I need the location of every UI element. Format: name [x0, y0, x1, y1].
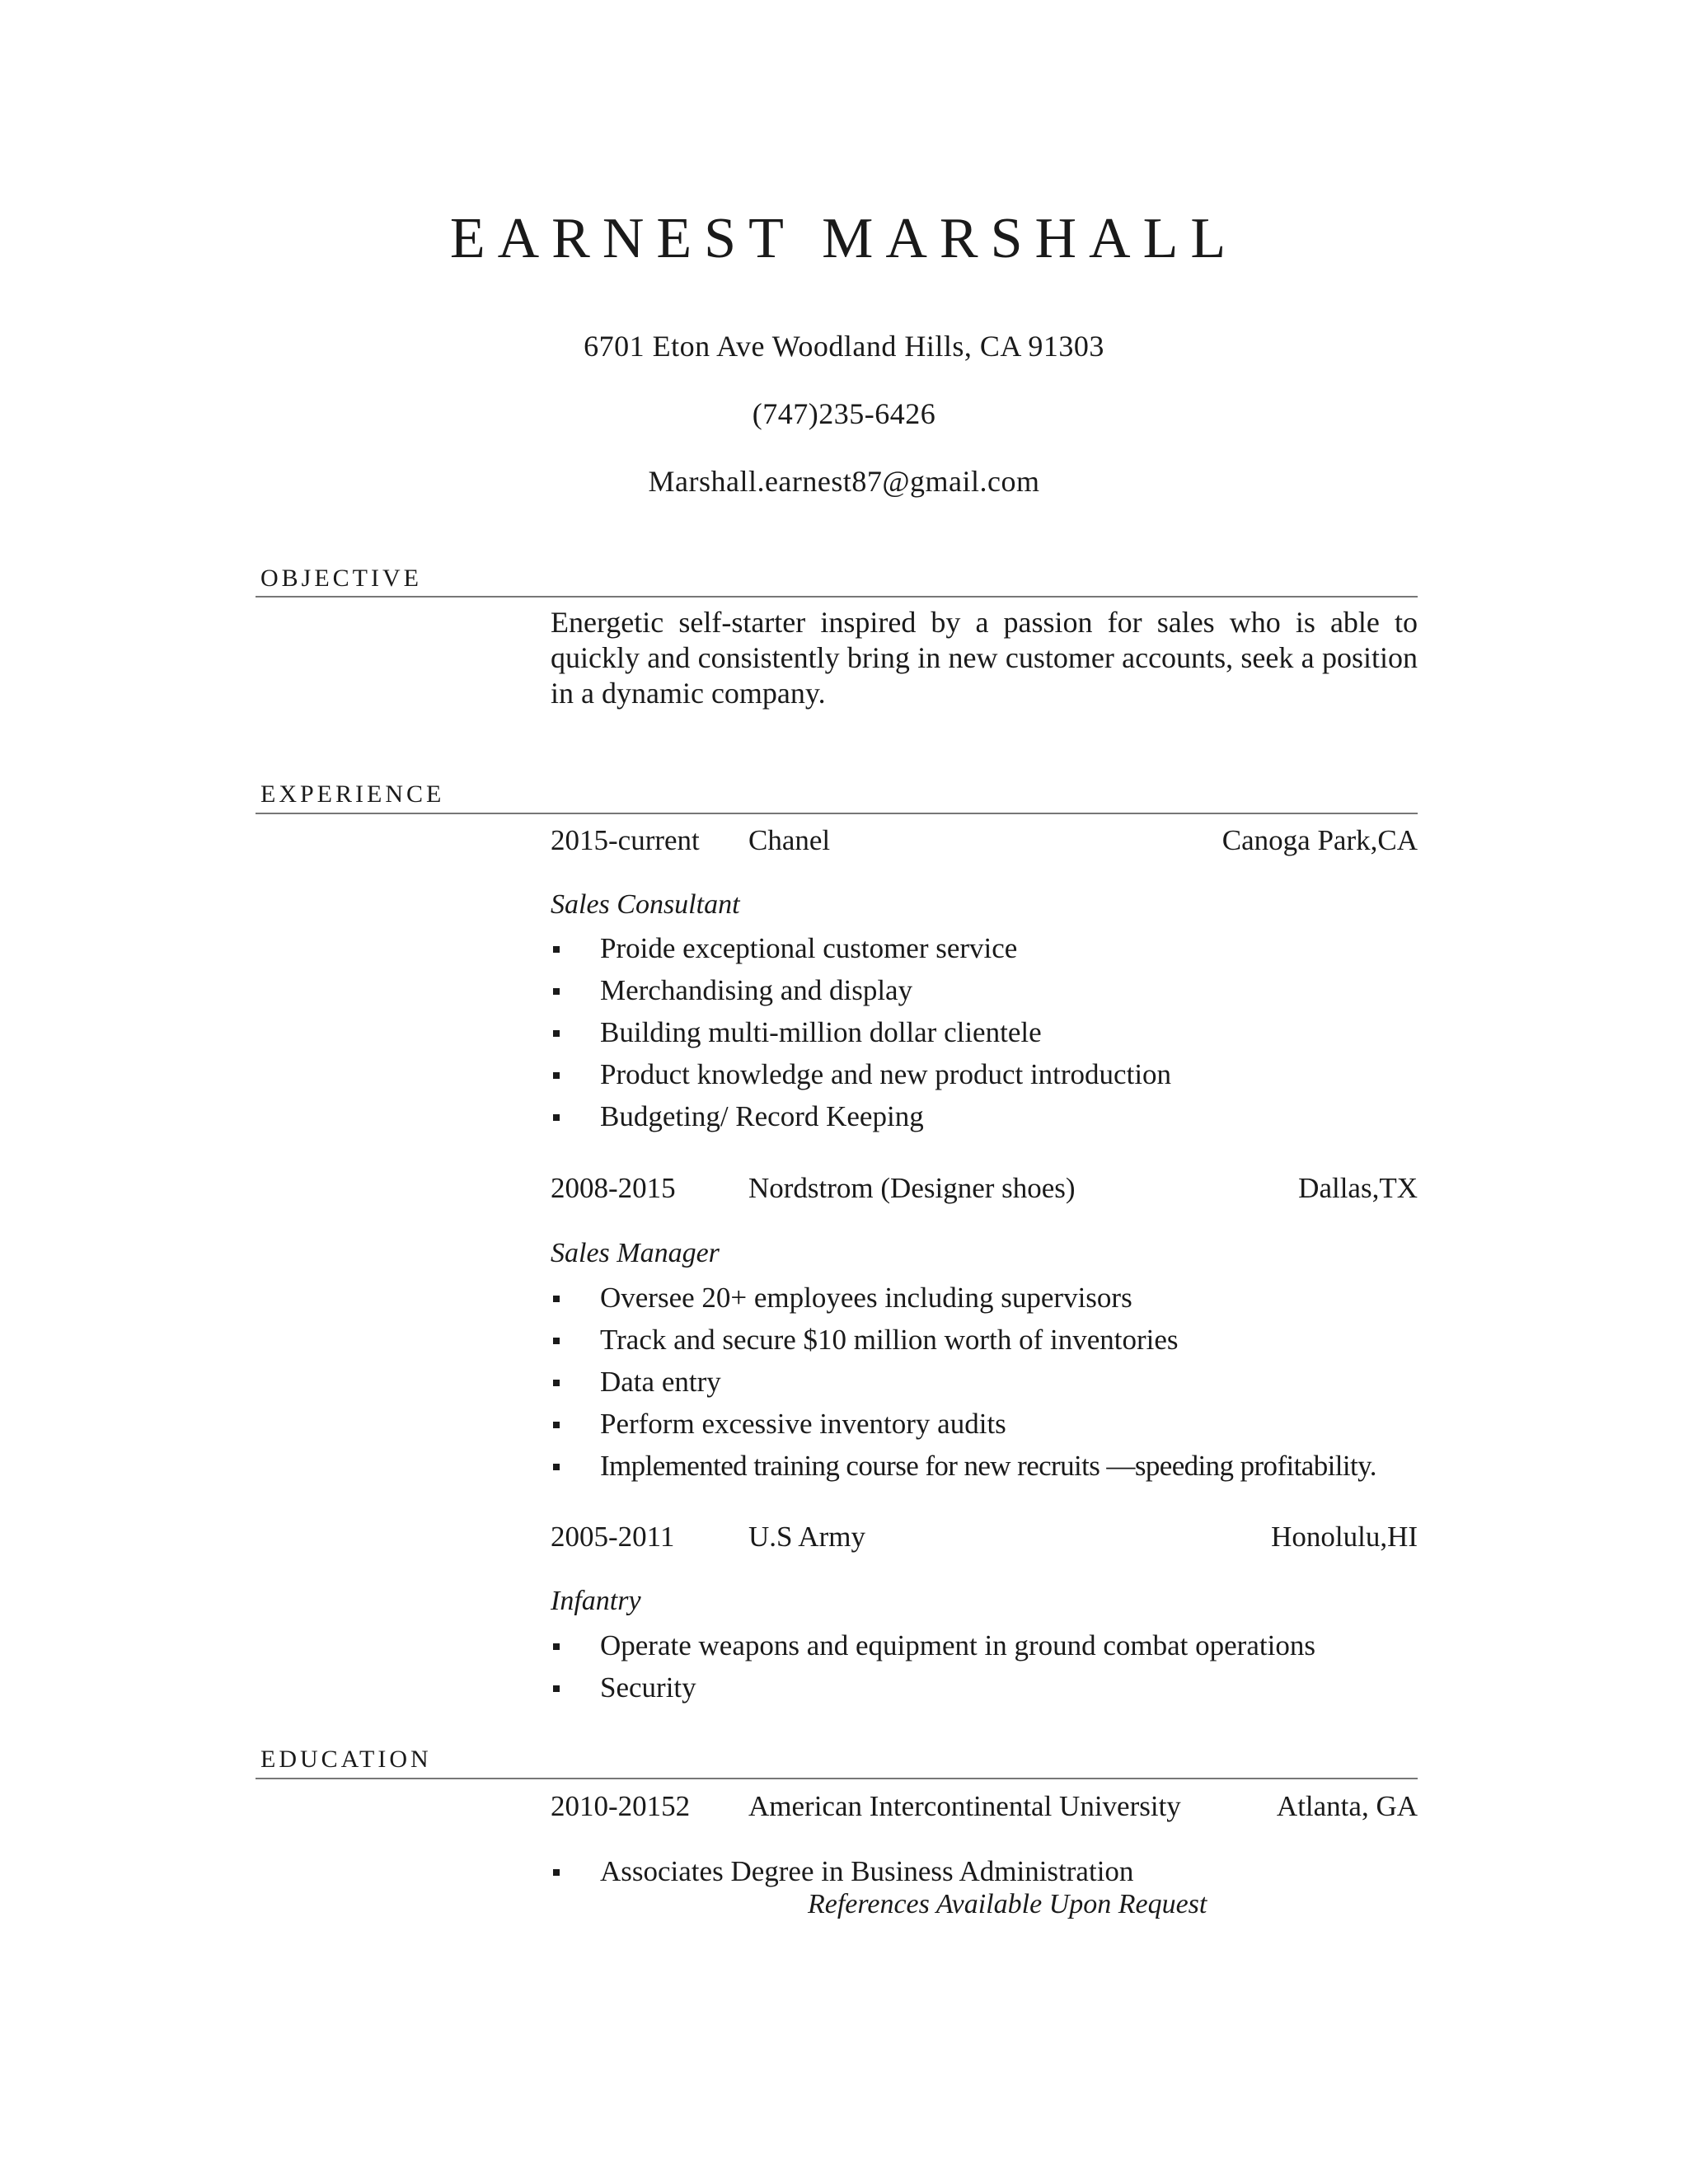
job-location: Honolulu,HI: [1271, 1521, 1418, 1553]
education-dates: 2010-20152: [551, 1790, 691, 1822]
job-header: [551, 1519, 1418, 1555]
education-school: American Intercontinental University: [748, 1790, 1181, 1822]
job-employer: Chanel: [748, 824, 831, 856]
job-duties-list: [551, 1277, 1424, 1487]
bullet-icon: [553, 1643, 560, 1650]
job-dates: 2008-2015: [551, 1172, 676, 1204]
objective-heading: OBJECTIVE: [260, 565, 422, 592]
list-item: Perform excessive inventory audits: [551, 1403, 1424, 1445]
job-duties-list: [551, 1624, 1424, 1708]
job-location: Dallas,TX: [1298, 1172, 1418, 1204]
job-role: Infantry: [551, 1586, 641, 1616]
job-dates: 2015-current: [551, 824, 700, 856]
education-header: [551, 1788, 1418, 1825]
contact-email: Marshall.earnest87@gmail.com: [648, 465, 1040, 498]
education-list: [551, 1850, 1424, 1892]
job-header: [551, 1170, 1418, 1207]
bullet-icon: [553, 1685, 560, 1692]
list-item: Product knowledge and new product introduction: [551, 1053, 1424, 1095]
experience-divider: [256, 813, 1418, 814]
job-role: Sales Consultant: [551, 889, 740, 920]
list-item: Oversee 20+ employees including supervisors: [551, 1277, 1424, 1319]
bullet-icon: [553, 1030, 560, 1037]
education-heading: EDUCATION: [260, 1746, 432, 1773]
list-item: Implemented training course for new recruits —speeding profitability.: [551, 1445, 1424, 1487]
job-employer: Nordstrom (Designer shoes): [748, 1172, 1076, 1204]
education-divider: [256, 1778, 1418, 1779]
experience-heading: EXPERIENCE: [260, 780, 445, 808]
job-dates: 2005-2011: [551, 1521, 675, 1553]
bullet-icon: [553, 1422, 560, 1428]
list-item: Merchandising and display: [551, 969, 1424, 1011]
list-item: Associates Degree in Business Administration: [551, 1850, 1424, 1892]
list-item: Proide exceptional customer service: [551, 927, 1424, 969]
list-item: Track and secure $10 million worth of inventories: [551, 1319, 1424, 1361]
bullet-icon: [553, 1072, 560, 1079]
bullet-icon: [553, 1380, 560, 1386]
job-location: Canoga Park,CA: [1221, 824, 1418, 856]
objective-divider: [256, 596, 1418, 598]
job-header: [551, 823, 1418, 859]
education-location: Atlanta, GA: [1276, 1790, 1418, 1822]
bullet-icon: [553, 1464, 560, 1470]
bullet-icon: [553, 1338, 560, 1344]
contact-phone: (747)235-6426: [752, 397, 936, 430]
job-employer: U.S Army: [748, 1521, 865, 1553]
objective-text: Energetic self-starter inspired by a passion for sales who is able to quickly and consistently bring in new customer accounts, seek a position in a dynamic company.: [551, 606, 1418, 710]
applicant-name: EARNEST MARSHALL: [449, 207, 1239, 270]
bullet-icon: [553, 1296, 560, 1302]
list-item: Operate weapons and equipment in ground combat operations: [551, 1624, 1424, 1666]
list-item: Security: [551, 1666, 1424, 1708]
job-duties-list: [551, 927, 1424, 1137]
list-item: Data entry: [551, 1361, 1424, 1403]
references-note: References Available Upon Request: [808, 1889, 1207, 1919]
job-role: Sales Manager: [551, 1238, 720, 1268]
list-item: Budgeting/ Record Keeping: [551, 1095, 1424, 1137]
contact-address: 6701 Eton Ave Woodland Hills, CA 91303: [584, 330, 1104, 363]
bullet-icon: [553, 988, 560, 995]
bullet-icon: [553, 946, 560, 953]
bullet-icon: [553, 1114, 560, 1121]
list-item: Building multi-million dollar clientele: [551, 1011, 1424, 1053]
bullet-icon: [553, 1869, 560, 1876]
